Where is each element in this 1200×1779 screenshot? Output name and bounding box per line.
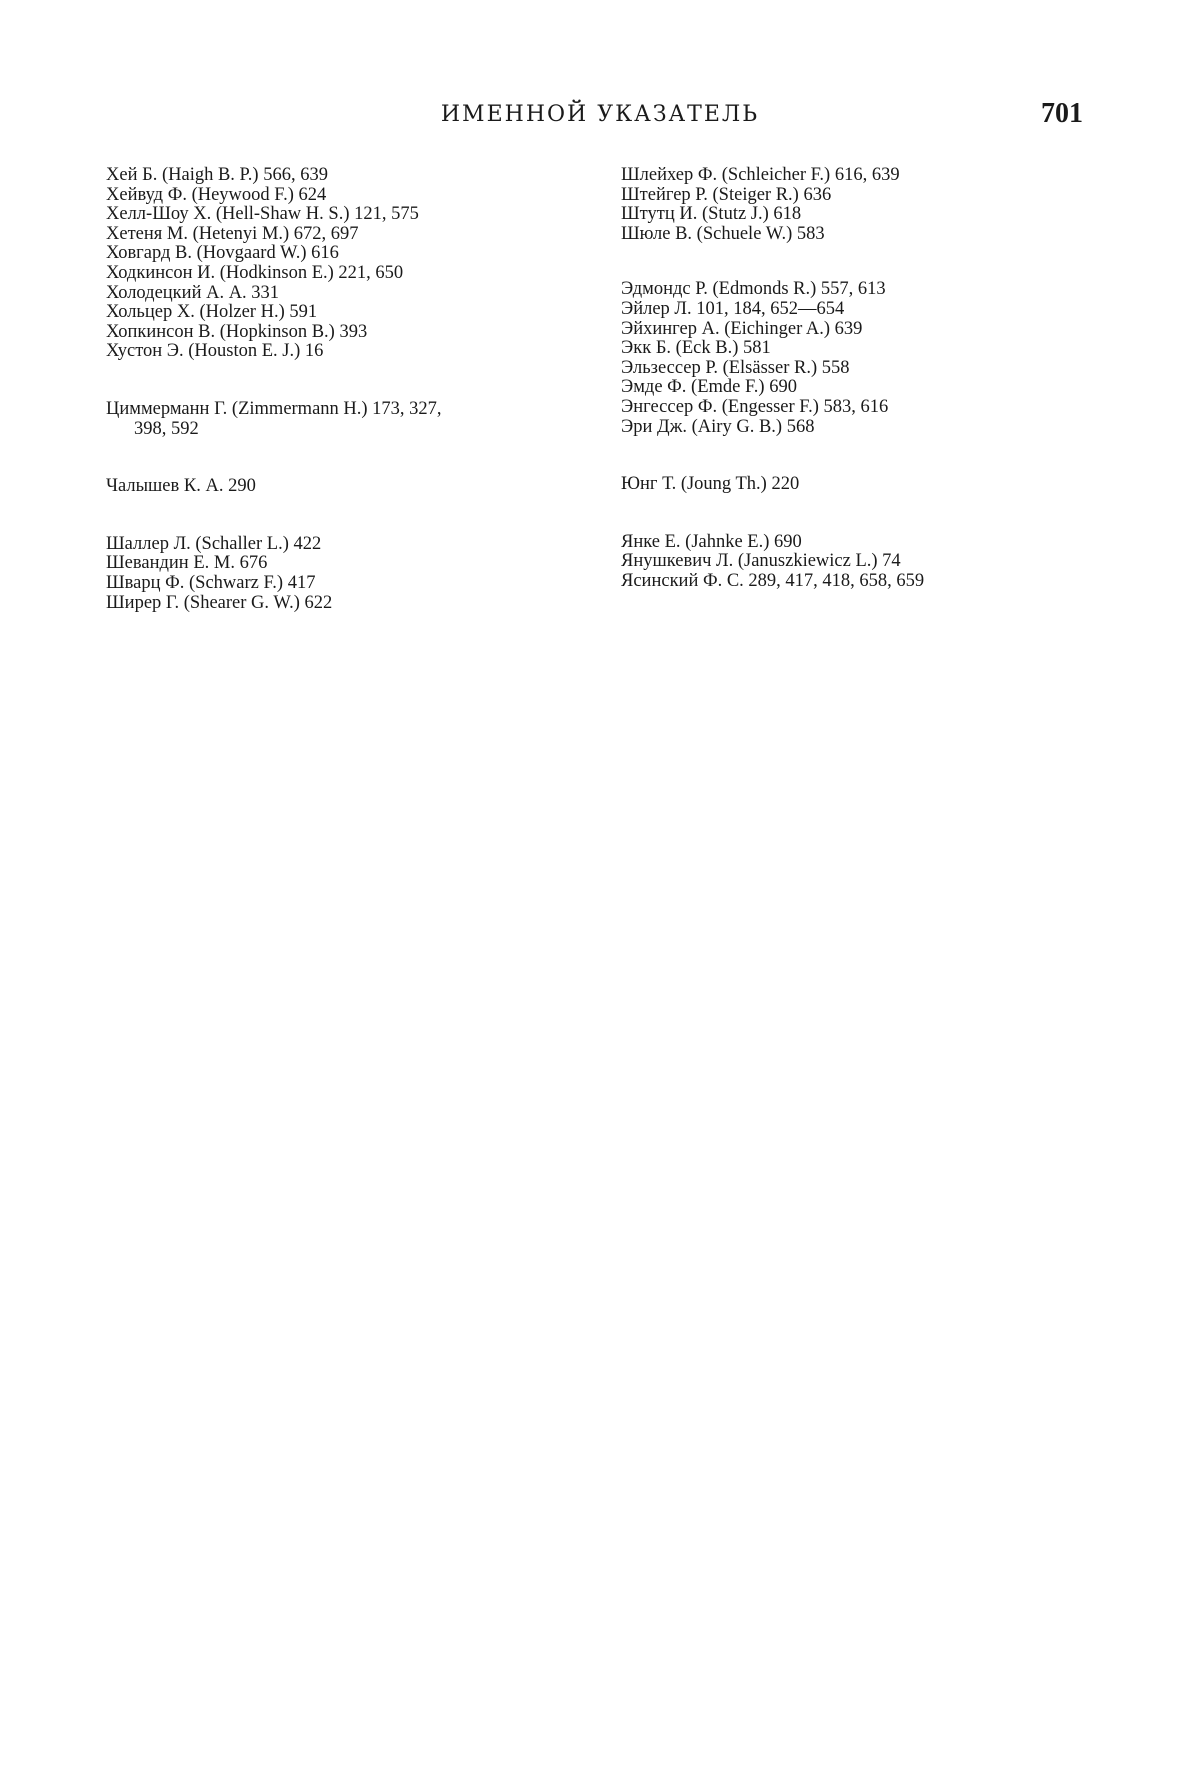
index-entry: Хейвуд Ф. (Heywood F.) 624 <box>106 184 327 205</box>
running-head <box>0 100 1200 140</box>
index-entry: Шварц Ф. (Schwarz F.) 417 <box>106 572 316 593</box>
index-entry: Энгессер Ф. (Engesser F.) 583, 616 <box>621 396 889 417</box>
index-entry: Шаллер Л. (Schaller L.) 422 <box>106 533 322 554</box>
index-entry: Хольцер Х. (Holzer H.) 591 <box>106 302 318 323</box>
index-entry: Эльзессер Р. (Elsässer R.) 558 <box>621 357 850 378</box>
index-entry: Ховгард В. (Hovgaard W.) 616 <box>106 243 339 264</box>
index-entry: Хустон Э. (Houston E. J.) 16 <box>106 341 324 362</box>
index-group-sh-cont <box>621 166 1141 244</box>
index-entry: Ширер Г. (Shearer G. W.) 622 <box>106 592 333 613</box>
index-group-e <box>621 280 1141 437</box>
index-group-ts <box>106 400 626 439</box>
index-entry: Шевандин Е. М. 676 <box>106 553 268 574</box>
index-group-kh <box>106 166 626 362</box>
index-entry: Эмде Ф. (Emde F.) 690 <box>621 377 797 398</box>
index-entry: Штутц И. (Stutz J.) 618 <box>621 204 802 225</box>
index-entry: Юнг Т. (Joung Th.) 220 <box>621 474 800 495</box>
index-column-left <box>106 166 626 613</box>
index-entry-continuation: 398, 592 <box>134 418 199 439</box>
index-entry: Эйлер Л. 101, 184, 652—654 <box>621 298 845 319</box>
index-group-ya <box>621 533 1141 592</box>
index-column-right <box>621 166 1141 592</box>
index-group-yu <box>621 475 1141 495</box>
index-entry: Хей Б. (Haigh B. P.) 566, 639 <box>106 165 328 185</box>
index-entry: Эйхингер А. (Eichinger A.) 639 <box>621 318 863 339</box>
index-entry: Ходкинсон И. (Hodkinson E.) 221, 650 <box>106 262 404 283</box>
index-entry: Эри Дж. (Airy G. B.) 568 <box>621 416 815 437</box>
index-entry: Хелл-Шоу Х. (Hell-Shaw H. S.) 121, 575 <box>106 204 419 225</box>
index-entry: Штейгер Р. (Steiger R.) 636 <box>621 184 832 205</box>
index-entry: Янушкевич Л. (Januszkiewicz L.) 74 <box>621 551 901 572</box>
index-entry: Чалышев К. А. 290 <box>106 476 256 497</box>
index-entry: Шюле В. (Schuele W.) 583 <box>621 223 825 244</box>
index-entry: Эдмондс Р. (Edmonds R.) 557, 613 <box>621 279 886 300</box>
index-group-sh <box>106 535 626 613</box>
index-entry: Хетеня М. (Hetenyi M.) 672, 697 <box>106 223 359 244</box>
index-entry-main: Циммерманн Г. (Zimmermann H.) 173, 327, <box>106 398 442 419</box>
index-entry: Ясинский Ф. С. 289, 417, 418, 658, 659 <box>621 570 925 591</box>
index-entry: Холодецкий А. А. 331 <box>106 282 280 303</box>
index-entry <box>106 400 626 439</box>
index-entry: Экк Б. (Eck B.) 581 <box>621 338 771 359</box>
index-entry: Янке Е. (Jahnke E.) 690 <box>621 531 802 552</box>
page-title: ИМЕННОЙ УКАЗАТЕЛЬ <box>440 102 760 127</box>
page-number: 701 <box>1041 98 1083 129</box>
index-group-ch <box>106 477 626 497</box>
index-entry: Шлейхер Ф. (Schleicher F.) 616, 639 <box>621 165 900 185</box>
index-entry: Хопкинсон В. (Hopkinson B.) 393 <box>106 321 368 342</box>
